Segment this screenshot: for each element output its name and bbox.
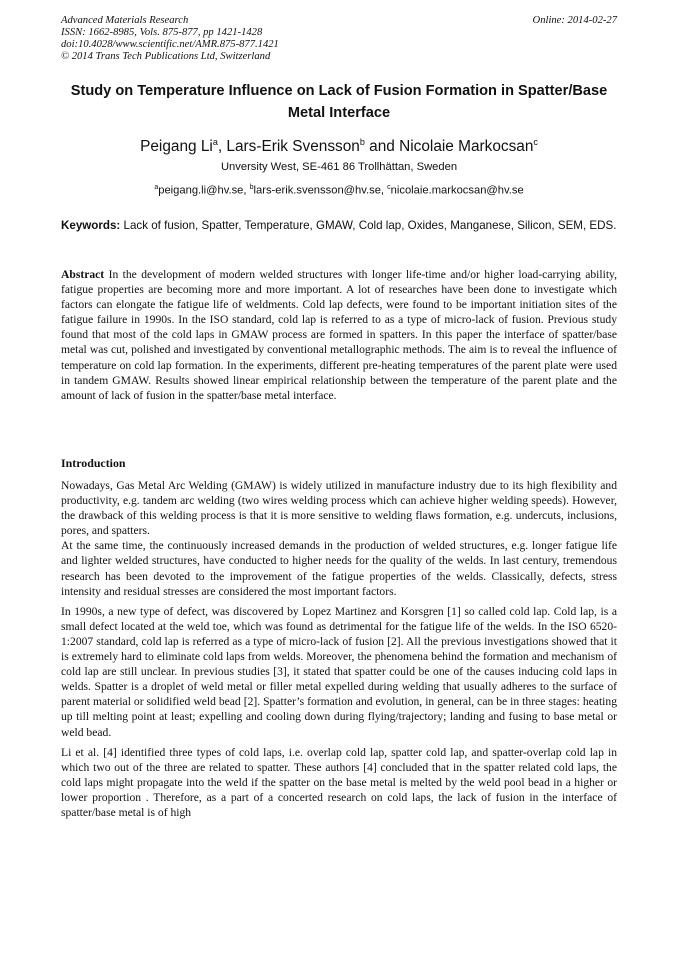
affiliation: Unversity West, SE-461 86 Trollhättan, Sweden [220,161,458,173]
author-affil-mark: c [533,137,538,147]
online-date: Online: 2014-02-27 [532,15,617,26]
author-name: Peigang Li [140,138,213,156]
author-separator: and [364,138,400,156]
author-name: Nicolaie Markocsan [399,138,534,156]
author-line [61,132,617,157]
email-address: nicolaie.markocsan@hv.se [390,184,524,197]
introduction-body [61,478,617,820]
body-paragraph: At the same time, the continuously increased demands in the production of welded structures, e.g. longer fatigue life and lighter welded structures, have conducted to higher needs for the quality of the welds. In last century, tremendous research has been devoted to the improvement of the fatigue properties of the welds. Classically, defects, stress intensity and residual stresses are considered the most important factors. [61,539,617,598]
journal-header [61,15,617,63]
author-separator: , [217,138,227,156]
email-mark: c [387,184,391,191]
issn-line: ISSN: 1662-8985, Vols. 875-877, pp 1421-1428 [61,27,263,38]
abstract-block [61,267,617,403]
email-mark: a [154,184,159,191]
copyright-line: © 2014 Trans Tech Publications Ltd, Switzerland [61,51,271,62]
body-paragraph: Nowadays, Gas Metal Arc Welding (GMAW) is widely utilized in manufacture industry due to its high flexibility and productivity, e.g. tandem arc welding (two wires welding process which can achieve higher welding speeds). However, the drawback of this welding process is that it is more sensitive to welding flaws formation, e.g. undercuts, inclusions, pores, and spatters. [61,479,617,538]
abstract-text: In the development of modern welded structures with longer life-time and/or higher load-carrying ability, fatigue properties are becoming more and more important. A lot of researches have been done to investigate which factors can elongate the fatigue life of weldments. Cold lap defects, were found to be important initiation sites of the fatigue failure in 1990s. In the ISO standard, cold lap is referred to as a type of micro-lack of fusion. Previous study found that most of the cold laps in GMAW process are formed in spatters. In this paper the interface of spatter/base metal was cut, polished and investigated by conventional metallographic methods. The aim is to reveal the influence of temperature on cold lap formation. In the experiments, different pre-heating temperatures of the parent plate were used in tandem GMAW. Results showed linear empirical relationship between the temperature of the parent plate and the amount of lack of fusion in the spatter/base metal interface. [61,268,617,402]
paper-title: Study on Temperature Influence on Lack of Fusion Formation in Spatter/Base Metal Interface [70,83,608,121]
doi-line: doi:10.4028/www.scientific.net/AMR.875-877.1421 [61,39,279,50]
keywords-text: Lack of fusion, Spatter, Temperature, GMAW, Cold lap, Oxides, Manganese, Silicon, SEM, EDS. [120,219,617,232]
email-address: lars-erik.svensson@hv.se, [253,184,388,197]
body-paragraph: Li et al. [4] identified three types of cold laps, i.e. overlap cold lap, spatter cold lap, and spatter-overlap cold lap in which two out of the three are related to spatter. These authors [4] concluded that in the spatter related cold laps, the cold laps might propagate into the weld if the spatter on the base metal is melted by the weld pool bead in a higher or lower proportion . Therefore, as a part of a concerted research on cold laps, the lack of fusion in the interface of spatter/base metal is of high [61,745,617,819]
author-affil-mark: a [212,137,218,147]
author-name: Lars-Erik Svensson [226,138,360,156]
author-affil-mark: b [359,137,365,147]
email-address: peigang.li@hv.se, [158,184,250,197]
body-paragraph: In 1990s, a new type of defect, was discovered by Lopez Martinez and Korsgren [1] so called cold lap. Cold lap, is a small defect located at the weld toe, which was found as detrimental for the fatigue life of the welds. In the ISO 6520-1:2007 standard, cold lap is referred as a type of micro-lack of fusion [2]. All the previous investigations showed that it is extremely hard to eliminate cold laps from welds. Moreover, the phenomena behind the formation and mechanism of cold lap are still unclear. In previous studies [3], it stated that spatter could be one of the causes inducing cold laps in welds. Spatter is a droplet of weld metal or filler metal expelled during welding that usually adheres to the surface of parent material or solidified weld bead [2]. Spatter’s formation and evolution, in general, can be in three stages: heating up till melting point at least; expelling and cooling down during flying/trajectory; landing and fusing to base metal or weld bead. [61,604,617,739]
journal-name: Advanced Materials Research [61,15,189,26]
email-line [61,181,617,198]
keywords-block [61,218,617,233]
abstract-label: Abstract [61,268,105,281]
keywords-label: Keywords: [61,219,121,232]
section-heading-introduction: Introduction [61,456,126,470]
email-mark: b [249,184,254,191]
